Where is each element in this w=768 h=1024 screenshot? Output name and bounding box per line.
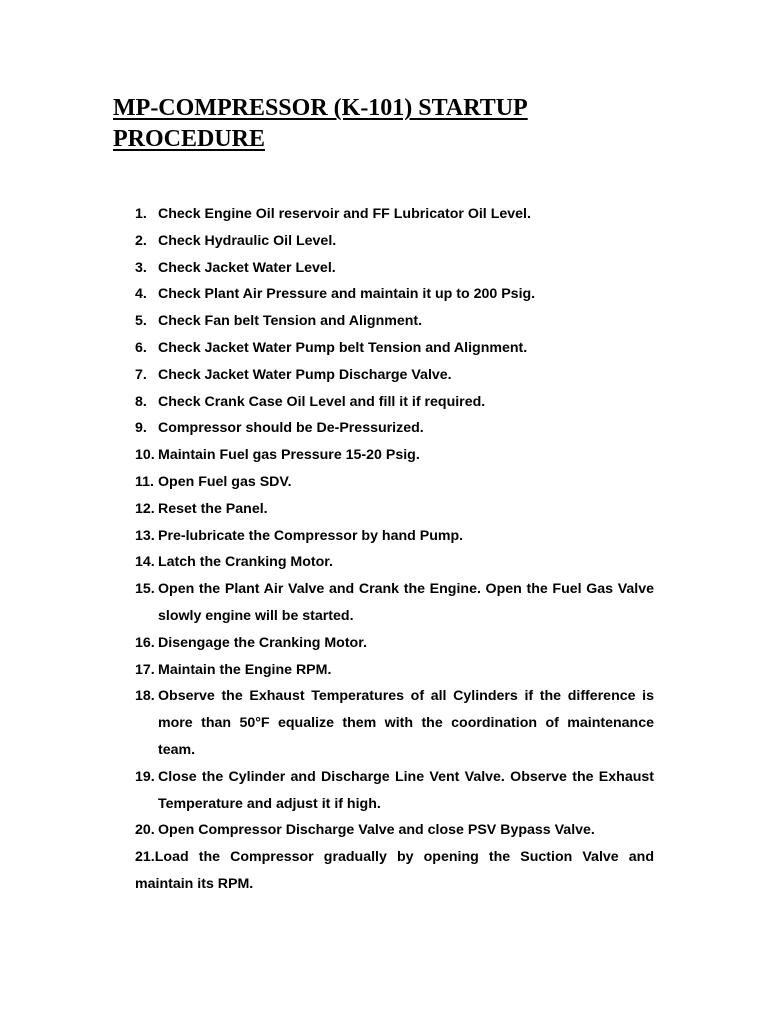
procedure-step bbox=[135, 308, 654, 335]
step-text: Check Fan belt Tension and Alignment. bbox=[158, 313, 423, 330]
step-number: 20. bbox=[135, 822, 155, 839]
step-text: Disengage the Cranking Motor. bbox=[158, 634, 367, 651]
procedure-step bbox=[135, 630, 654, 657]
step-number: 2. bbox=[135, 232, 147, 249]
procedure-step bbox=[135, 549, 654, 576]
procedure-step bbox=[135, 576, 654, 630]
step-text: Observe the Exhaust Temperatures of all Cylinders if the difference is more than 50°F equalize them with the coordination of maintenance team. bbox=[158, 688, 654, 758]
step-number: 15. bbox=[135, 581, 155, 598]
step-text: Check Crank Case Oil Level and fill it if required. bbox=[158, 393, 486, 410]
step-text: Close the Cylinder and Discharge Line Vent Valve. Observe the Exhaust Temperature and adjust it if high. bbox=[158, 768, 654, 812]
step-number: 13. bbox=[135, 527, 155, 544]
procedure-step bbox=[135, 389, 654, 416]
step-number: 6. bbox=[135, 339, 147, 356]
procedure-step bbox=[135, 335, 654, 362]
step-text: Check Jacket Water Pump belt Tension and Alignment. bbox=[158, 339, 528, 356]
procedure-step bbox=[135, 442, 654, 469]
step-number: 10. bbox=[135, 447, 155, 464]
procedure-step bbox=[135, 228, 654, 255]
step-number: 12. bbox=[135, 500, 155, 517]
step-text: Check Jacket Water Level. bbox=[158, 259, 336, 276]
step-number: 17. bbox=[135, 661, 155, 678]
procedure-step bbox=[135, 657, 654, 684]
procedure-step bbox=[135, 415, 654, 442]
step-number: 9. bbox=[135, 420, 147, 437]
procedure-step bbox=[135, 817, 654, 844]
procedure-step bbox=[135, 362, 654, 389]
procedure-step bbox=[135, 469, 654, 496]
step-text: Check Plant Air Pressure and maintain it up to 200 Psig. bbox=[158, 286, 536, 303]
step-text: Maintain Fuel gas Pressure 15-20 Psig. bbox=[158, 447, 420, 464]
step-number: 11. bbox=[135, 473, 154, 490]
step-number: 7. bbox=[135, 366, 147, 383]
step-text: Check Engine Oil reservoir and FF Lubricator Oil Level. bbox=[158, 206, 531, 222]
procedure-step bbox=[135, 281, 654, 308]
step-number: 14. bbox=[135, 554, 155, 571]
procedure-step bbox=[135, 683, 654, 763]
step-number: 4. bbox=[135, 286, 147, 303]
procedure-step bbox=[135, 523, 654, 550]
step-number: 18. bbox=[135, 688, 155, 705]
procedure-step bbox=[135, 844, 654, 898]
step-number: 5. bbox=[135, 313, 147, 330]
procedure-step bbox=[135, 764, 654, 818]
step-text: Latch the Cranking Motor. bbox=[158, 554, 333, 571]
step-text: Open Fuel gas SDV. bbox=[158, 473, 292, 490]
step-number: 8. bbox=[135, 393, 147, 410]
step-text: Check Jacket Water Pump Discharge Valve. bbox=[158, 366, 452, 383]
procedure-step bbox=[135, 255, 654, 282]
step-text: Load the Compressor gradually by opening the Suction Valve and maintain its RPM. bbox=[135, 849, 654, 892]
step-text: Open Compressor Discharge Valve and close PSV Bypass Valve. bbox=[158, 822, 595, 839]
step-number: 19. bbox=[135, 768, 155, 785]
step-text: Reset the Panel. bbox=[158, 500, 268, 517]
step-number: 1. bbox=[135, 206, 147, 222]
procedure-step bbox=[135, 201, 654, 228]
step-number: 16. bbox=[135, 634, 155, 651]
procedure-step bbox=[135, 496, 654, 523]
step-text: Compressor should be De-Pressurized. bbox=[158, 420, 424, 437]
step-number: 21. bbox=[135, 849, 155, 866]
step-text: Pre-lubricate the Compressor by hand Pump. bbox=[158, 527, 464, 544]
document-title: MP-COMPRESSOR (K-101) STARTUP PROCEDURE bbox=[113, 95, 528, 152]
step-text: Check Hydraulic Oil Level. bbox=[158, 232, 337, 249]
step-text: Open the Plant Air Valve and Crank the Engine. Open the Fuel Gas Valve slowly engine will be started. bbox=[158, 581, 654, 624]
step-number: 3. bbox=[135, 259, 147, 276]
procedure-step-list bbox=[135, 201, 654, 898]
step-text: Maintain the Engine RPM. bbox=[158, 661, 332, 678]
